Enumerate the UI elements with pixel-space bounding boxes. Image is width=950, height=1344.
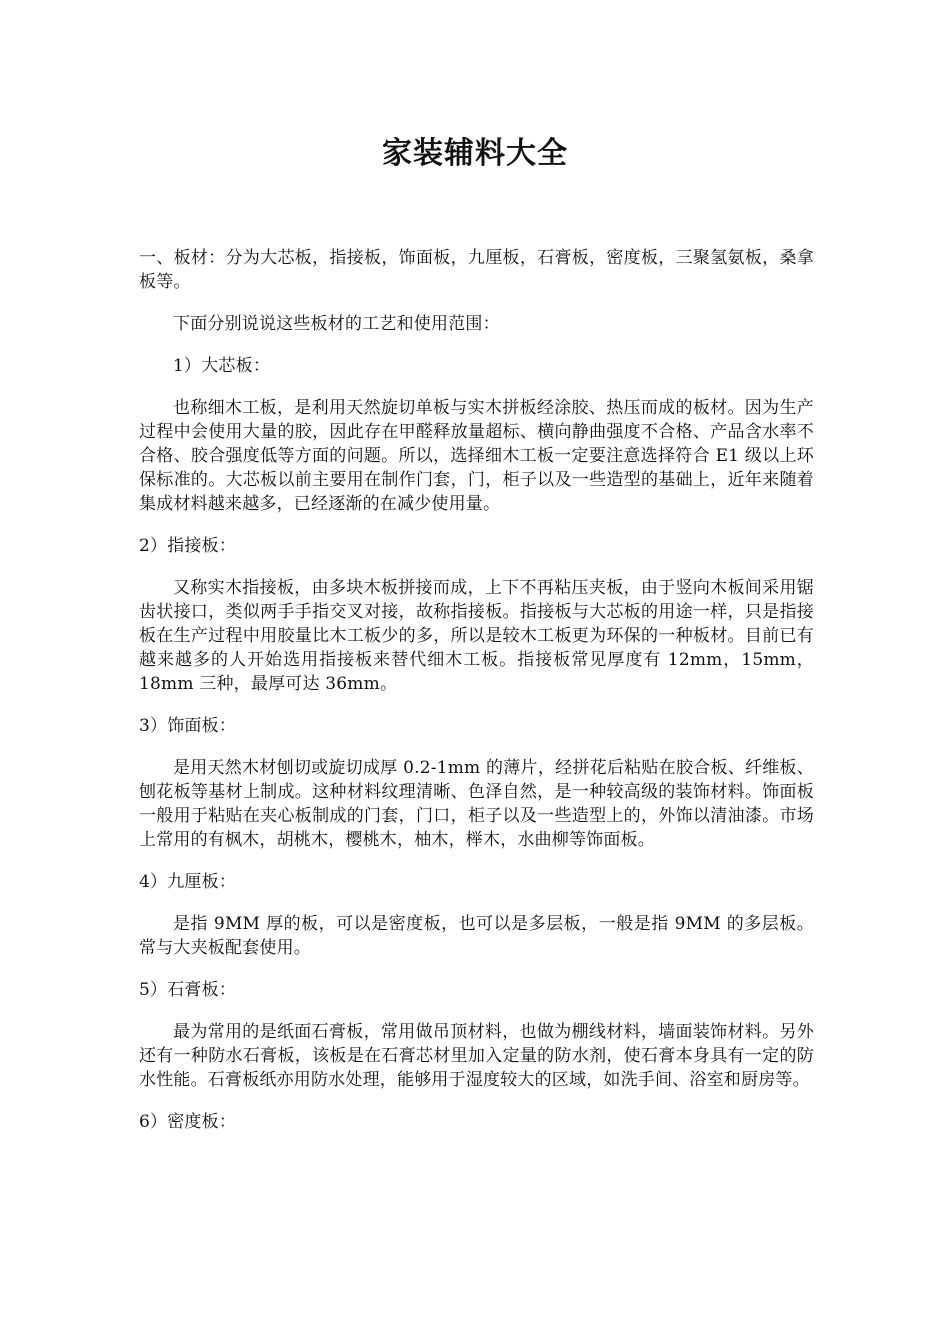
document-body [139, 246, 814, 1152]
section-heading-gypsum-board: 5）石膏板： [139, 980, 237, 1000]
nine-mm-board-description: 是指 9MM 厚的板，可以是密度板，也可以是多层板，一般是指 9MM 的多层板。常与大夹板配套使用。 [139, 914, 814, 958]
gypsum-board-description: 最为常用的是纸面石膏板，常用做吊顶材料，也做为棚线材料，墙面装饰材料。另外还有一种防水石膏板，该板是在石膏芯材里加入定量的防水剂，使石膏本身具有一定的防水性能。石膏板纸亦用防水处理，能够用于湿度较大的区域，如洗手间、浴室和厨房等。 [139, 1022, 814, 1090]
section-heading-blockboard: 1）大芯板： [173, 356, 271, 376]
veneer-board-description: 是用天然木材刨切或旋切成厚 0.2-1mm 的薄片，经拼花后粘贴在胶合板、纤维板、刨花板等基材上制成。这种材料纹理清晰、色泽自然，是一种较高级的装饰材料。饰面板一般用于粘贴在夹心板制成的门套，门口，柜子以及一些造型上的，外饰以清油漆。市场上常用的有枫木，胡桃木，樱桃木，柚木，榉木，水曲柳等饰面板。 [139, 758, 814, 850]
section-heading-finger-joint-board: 2）指接板： [139, 536, 237, 556]
section-heading-nine-mm-board: 4）九厘板： [139, 872, 237, 892]
overview-paragraph: 下面分别说说这些板材的工艺和使用范围： [173, 314, 500, 334]
finger-joint-board-description: 又称实木指接板，由多块木板拼接而成，上下不再粘压夹板，由于竖向木板间采用锯齿状接口，类似两手手指交叉对接，故称指接板。指接板与大芯板的用途一样，只是指接板在生产过程中用胶量比木工板少的多，所以是较木工板更为环保的一种板材。目前已有越来越多的人开始选用指接板来替代细木工板。指接板常见厚度有 12mm，15mm，18mm 三种，最厚可达 36mm。 [139, 578, 814, 694]
document-title: 家装辅料大全 [382, 136, 568, 172]
blockboard-description: 也称细木工板，是利用天然旋切单板与实木拼板经涂胶、热压而成的板材。因为生产过程中会使用大量的胶，因此存在甲醛释放量超标、横向静曲强度不合格、产品含水率不合格、胶合强度低等方面的问题。所以，选择细木工板一定要注意选择符合 E1 级以上环保标准的。大芯板以前主要用在制作门套，门，柜子以及一些造型的基础上，近年来随着集成材料越来越多，已经逐渐的在减少使用量。 [139, 398, 814, 514]
section-heading-density-board: 6）密度板： [139, 1112, 237, 1132]
intro-paragraph: 一、板材：分为大芯板，指接板，饰面板，九厘板，石膏板，密度板，三聚氢氨板，桑拿板等。 [139, 248, 814, 292]
section-heading-veneer-board: 3）饰面板： [139, 716, 237, 736]
